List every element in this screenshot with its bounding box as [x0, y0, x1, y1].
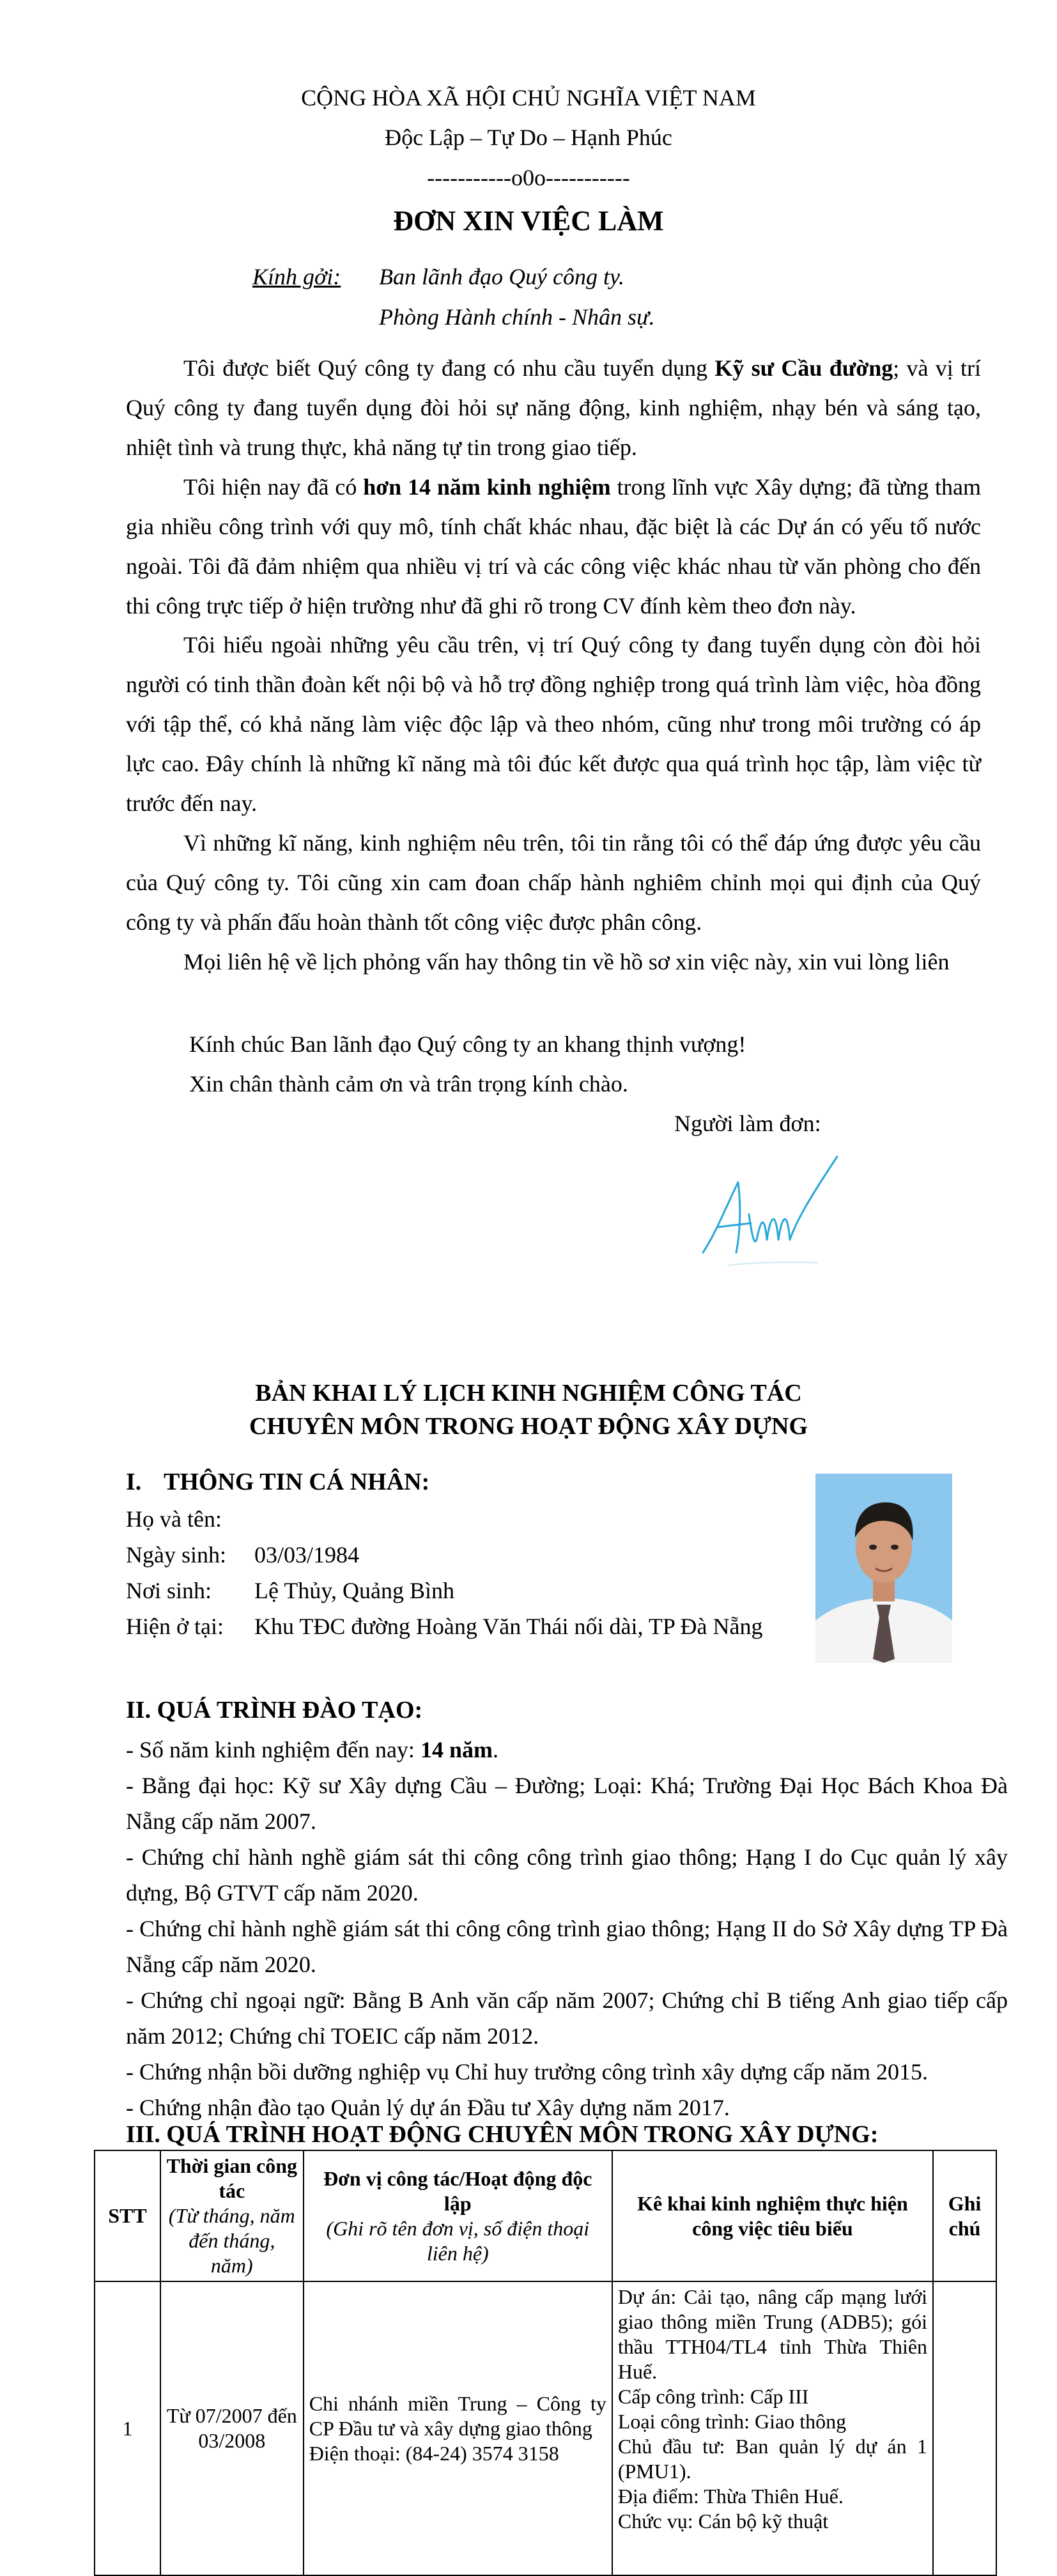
recipient-line-1: Ban lãnh đạo Quý công ty. — [379, 264, 624, 289]
experience-years-end: . — [492, 1737, 498, 1762]
dob-value: 03/03/1984 — [254, 1542, 360, 1568]
p4-text: Vì những kĩ năng, kinh nghiệm nêu trên, tôi tin rằng tôi có thể đáp ứng được yêu cầu của Quý công ty. Tôi cũng xin cam đoan chấp hành nghiêm chỉnh mọi qui định của Quý công ty và phấn đấu hoàn thành tốt công việc được phân công. — [126, 830, 981, 935]
recipient-label: Kính gởi: — [252, 264, 341, 289]
experience-years-label: - Số năm kinh nghiệm đến nay: — [126, 1737, 420, 1762]
letter-paragraph-3 — [126, 625, 981, 823]
row-work-grade: Cấp công trình: Cấp III — [617, 2385, 809, 2408]
letter-paragraph-4 — [126, 823, 981, 942]
letter-paragraph-1 — [126, 348, 981, 467]
edu-item-2: - Chứng chỉ hành nghề giám sát thi công công trình giao thông; Hạng I do Cục quản lý xây dựng, Bộ GTVT cấp năm 2020. — [126, 1844, 1008, 1906]
row-stt: 1 — [95, 2281, 160, 2575]
birthplace-label: Nơi sinh: — [126, 1578, 212, 1603]
address-label: Hiện ở tại: — [126, 1614, 224, 1639]
national-header: CỘNG HÒA XÃ HỘI CHỦ NGHĨA VIỆT NAM — [301, 85, 756, 111]
address-value: Khu TĐC đường Hoàng Văn Thái nối dài, TP Đà Nẵng — [254, 1614, 763, 1639]
edu-item-5: - Chứng nhận bồi dưỡng nghiệp vụ Chỉ huy trưởng công trình xây dựng cấp năm 2015. — [126, 2059, 928, 2085]
edu-item-1: - Bằng đại học: Kỹ sư Xây dựng Cầu – Đường; Loại: Khá; Trường Đại Học Bách Khoa Đà Nẵng cấp năm 2007. — [126, 1773, 1008, 1834]
p2-text-a: Tôi hiện nay đã có — [183, 474, 364, 500]
section-3-title: III. QUÁ TRÌNH HOẠT ĐỘNG CHUYÊN MÔN TRONG XÂY DỰNG: — [126, 2121, 879, 2148]
table-header-row — [95, 2150, 996, 2281]
row-unit-phone: Điện thoại: (84-24) 3574 3158 — [309, 2441, 559, 2465]
row-work-location: Địa điểm: Thừa Thiên Huế. — [617, 2485, 844, 2508]
header-stt: STT — [95, 2150, 160, 2281]
p1-text-c: ; và vị trí Quý công ty đang tuyển dụng đòi hỏi sự năng động, kinh nghiệm, nhạy bén và sáng tạo, nhiệt tình và trung thực, khả năng tự tin trong giao tiếp. — [126, 355, 981, 460]
name-label: Họ và tên: — [126, 1506, 222, 1532]
signer-label: Người làm đơn: — [674, 1111, 821, 1136]
section-1-number: I. — [126, 1469, 142, 1495]
row-work-type: Loại công trình: Giao thông — [617, 2410, 847, 2433]
recipient-line-2: Phòng Hành chính - Nhân sự. — [379, 304, 655, 330]
header-unit-sub: (Ghi rõ tên đơn vị, số điện thoại liên hệ) — [326, 2216, 590, 2265]
row-unit — [304, 2281, 612, 2575]
row-time: Từ 07/2007 đến 03/2008 — [160, 2281, 304, 2575]
experience-table — [94, 2150, 997, 2576]
header-divider: -----------o0o----------- — [427, 165, 630, 190]
row-unit-name: Chi nhánh miền Trung – Công ty CP Đầu tư và xây dựng giao thông — [309, 2391, 606, 2440]
header-time-sub: (Từ tháng, năm đến tháng, năm) — [168, 2204, 295, 2277]
letter-paragraph-2 — [126, 467, 981, 626]
row-work — [612, 2281, 933, 2575]
p5-text: Mọi liên hệ về lịch phỏng vấn hay thông tin về hồ sơ xin việc này, xin vui lòng liên — [183, 949, 950, 975]
p3-text: Tôi hiểu ngoài những yêu cầu trên, vị trí Quý công ty đang tuyển dụng còn đòi hỏi người có tinh thần đoàn kết nội bộ và hỗ trợ đồng nghiệp trong quá trình làm việc, hòa đồng với tập thể, có khả năng làm việc độc lập và theo nhóm, cũng như trong môi trường có áp lực cao. Đây chính là những kĩ năng mà tôi đúc kết được qua quá trình học tập, làm việc từ trước đến nay. — [126, 632, 981, 816]
p1-position: Kỹ sư Cầu đường — [714, 355, 893, 381]
experience-years-value: 14 năm — [420, 1737, 493, 1762]
birthplace-value: Lệ Thủy, Quảng Bình — [254, 1578, 454, 1603]
edu-item-3: - Chứng chỉ hành nghề giám sát thi công công trình giao thông; Hạng II do Sở Xây dựng TP Đà Nẵng cấp năm 2020. — [126, 1916, 1008, 1977]
section-2-title: II. QUÁ TRÌNH ĐÀO TẠO: — [126, 1697, 423, 1724]
edu-item-4: - Chứng chỉ ngoại ngữ: Bằng B Anh văn cấp năm 2007; Chứng chỉ B tiếng Anh giao tiếp cấp năm 2012; Chứng chỉ TOEIC cấp năm 2012. — [126, 1987, 1008, 2049]
header-time-label: Thời gian công tác — [166, 2154, 298, 2202]
header-work: Kê khai kinh nghiệm thực hiện công việc tiêu biểu — [612, 2150, 933, 2281]
p2-text-c: trong lĩnh vực Xây dựng; đã từng tham gia nhiều công trình với quy mô, tính chất khác nhau, đặc biệt là các Dự án có yếu tố nước ngoài. Tôi đã đảm nhiệm qua nhiều vị trí và các công việc khác nhau từ văn phòng cho đến thi công trực tiếp ở hiện trường như đã ghi rõ trong CV đính kèm theo đơn này. — [126, 474, 981, 619]
closing-line-1: Kính chúc Ban lãnh đạo Quý công ty an khang thịnh vượng! — [189, 1031, 746, 1057]
letter-paragraph-5 — [126, 942, 981, 982]
cv-title-line-1: BẢN KHAI LÝ LỊCH KINH NGHIỆM CÔNG TÁC — [255, 1380, 802, 1407]
p2-experience: hơn 14 năm kinh nghiệm — [363, 474, 611, 500]
p1-text-a: Tôi được biết Quý công ty đang có nhu cầu tuyển dụng — [183, 355, 715, 381]
header-note: Ghi chú — [933, 2150, 996, 2281]
header-unit-label: Đơn vị công tác/Hoạt động độc lập — [323, 2166, 592, 2215]
section-1-title: THÔNG TIN CÁ NHÂN: — [164, 1469, 430, 1495]
row-work-role: Chức vụ: Cán bộ kỹ thuật — [617, 2510, 829, 2533]
letter-title: ĐƠN XIN VIỆC LÀM — [393, 205, 664, 236]
table-row — [95, 2281, 996, 2575]
cv-title-line-2: CHUYÊN MÔN TRONG HOẠT ĐỘNG XÂY DỰNG — [249, 1413, 808, 1440]
profile-photo — [815, 1474, 952, 1663]
header-unit — [304, 2150, 612, 2281]
dob-label: Ngày sinh: — [126, 1542, 226, 1568]
portrait-image — [815, 1474, 952, 1663]
header-time — [160, 2150, 304, 2281]
edu-item-6: - Chứng nhận đào tạo Quản lý dự án Đầu tư Xây dựng năm 2017. — [126, 2095, 730, 2120]
closing-line-2: Xin chân thành cảm ơn và trân trọng kính chào. — [189, 1071, 628, 1097]
experience-years — [126, 1732, 1008, 1768]
signature-image — [690, 1144, 856, 1278]
row-work-project: Dự án: Cải tạo, nâng cấp mạng lưới giao thông miền Trung (ADB5); gói thầu TTH04/TL4 tỉnh Thừa Thiên Huế. — [617, 2285, 928, 2383]
motto: Độc Lập – Tự Do – Hạnh Phúc — [385, 125, 672, 150]
row-work-owner: Chủ đầu tư: Ban quản lý dự án 1 (PMU1). — [617, 2435, 928, 2483]
row-note — [933, 2281, 996, 2575]
